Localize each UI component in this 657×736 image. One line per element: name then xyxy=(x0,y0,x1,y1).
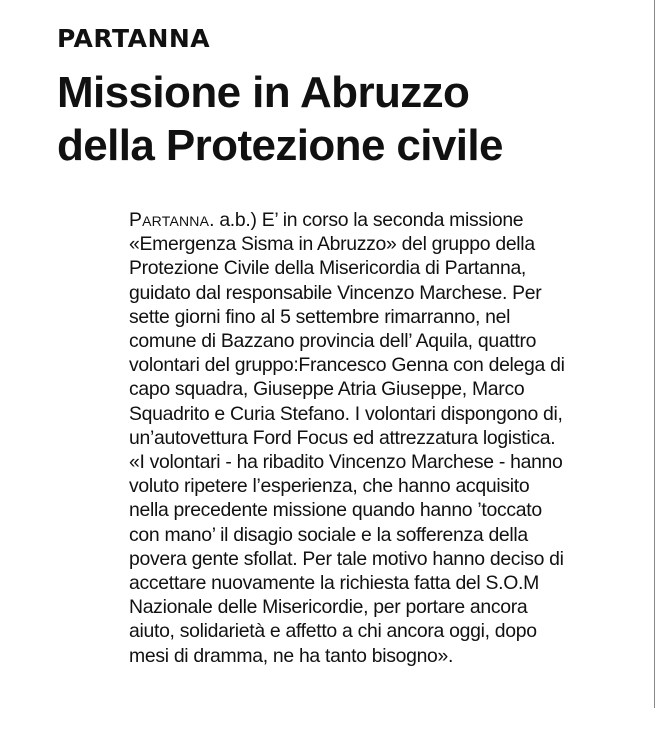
body-line: «Emergenza Sisma in Abruzzo» del gruppo della xyxy=(129,233,535,256)
body-line: «I volontari - ha ribadito Vincenzo Marchese - hanno xyxy=(129,451,563,474)
body-line: volontari del gruppo:Francesco Genna con delega di xyxy=(129,354,565,377)
body-line-text: . a.b.) E’ in corso la seconda missione xyxy=(209,209,524,231)
body-line: voluto ripetere l’esperienza, che hanno acquisito xyxy=(129,475,530,498)
body-line: sette giorni fino al 5 settembre rimarranno, nel xyxy=(129,305,511,328)
headline-line: Missione in Abruzzo xyxy=(57,68,470,117)
body-line: Squadrito e Curia Stefano. I volontari dispongono di, xyxy=(129,402,563,425)
body-line: nella precedente missione quando hanno ’toccato xyxy=(129,499,542,522)
section-kicker: PARTANNA xyxy=(57,24,211,53)
body-line: povera gente sfollat. Per tale motivo hanno deciso di xyxy=(129,547,564,570)
body-line: Protezione Civile della Misericordia di Partanna, xyxy=(129,257,527,280)
page-edge-divider xyxy=(654,0,655,708)
body-line: accettare nuovamente la richiesta fatta del S.O.M xyxy=(129,572,539,595)
body-line: guidato dal responsabile Vincenzo Marchese. Per xyxy=(129,281,542,304)
body-line: un’autovettura Ford Focus ed attrezzatura logistica. xyxy=(129,426,556,449)
body-line: mesi di dramma, ne ha tanto bisogno». xyxy=(129,644,454,667)
headline-line: della Protezione civile xyxy=(57,121,503,170)
article-body xyxy=(129,208,629,668)
body-line: capo squadra, Giuseppe Atria Giuseppe, Marco xyxy=(129,378,525,401)
body-line: Nazionale delle Misericordie, per portare ancora xyxy=(129,596,528,619)
body-line: con mano’ il disagio sociale e la sofferenza della xyxy=(129,523,528,546)
article-headline xyxy=(57,66,617,172)
dateline: Partanna xyxy=(129,209,210,231)
body-line: comune di Bazzano provincia dell’ Aquila, quattro xyxy=(129,330,537,353)
body-line: aiuto, solidarietà e affetto a chi ancora oggi, dopo xyxy=(129,620,537,643)
body-line xyxy=(129,208,629,232)
